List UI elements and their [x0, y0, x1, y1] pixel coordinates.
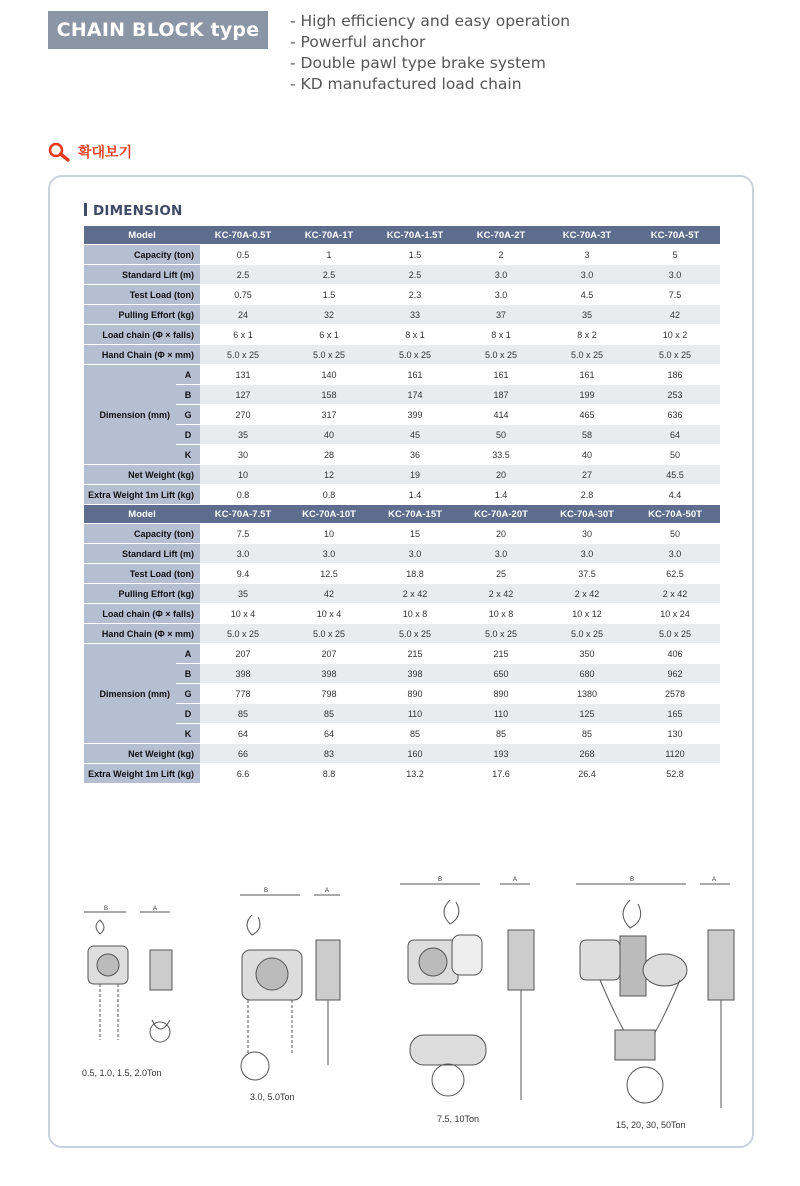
- table-row: [84, 644, 720, 664]
- chain-block-diagrams: [60, 870, 750, 1140]
- zoom-label: 확대보기: [78, 144, 133, 160]
- row-label: Pulling Effort (kg): [84, 305, 200, 325]
- cell-value: 64: [630, 425, 720, 445]
- cell-value: 50: [630, 445, 720, 465]
- cell-value: 37.5: [544, 564, 630, 584]
- cell-value: 2.5: [286, 265, 372, 285]
- cell-value: 26.4: [544, 764, 630, 784]
- type-badge: CHAIN BLOCK type: [48, 11, 268, 49]
- diagram-small: [84, 906, 172, 1042]
- cell-value: 125: [544, 704, 630, 724]
- model-name: KC-70A-1.5T: [372, 226, 458, 245]
- cell-value: 398: [286, 664, 372, 684]
- cell-value: 10 x 8: [458, 604, 544, 624]
- cell-value: 890: [458, 684, 544, 704]
- cell-value: 35: [200, 584, 286, 604]
- cell-value: 58: [544, 425, 630, 445]
- cell-value: 8.8: [286, 764, 372, 784]
- cell-value: 268: [544, 744, 630, 764]
- cell-value: 33: [372, 305, 458, 325]
- figure-caption: 0.5, 1.0, 1.5, 2.0Ton: [82, 1068, 162, 1078]
- diagram-xlarge: [576, 877, 734, 1108]
- cell-value: 187: [458, 385, 544, 405]
- svg-text:A: A: [513, 877, 518, 883]
- dimension-label: Dimension (mm): [84, 365, 176, 465]
- cell-value: 140: [286, 365, 372, 385]
- cell-value: 35: [544, 305, 630, 325]
- cell-value: 85: [544, 724, 630, 744]
- cell-value: 13.2: [372, 764, 458, 784]
- cell-value: 0.75: [200, 285, 286, 305]
- cell-value: 1.5: [286, 285, 372, 305]
- dimension-sub-label: K: [176, 445, 200, 465]
- cell-value: 215: [372, 644, 458, 664]
- table-row: [84, 285, 720, 305]
- cell-value: 5.0 x 25: [544, 345, 630, 365]
- svg-text:B: B: [630, 877, 635, 883]
- cell-value: 350: [544, 644, 630, 664]
- model-name: KC-70A-50T: [630, 505, 720, 524]
- cell-value: 253: [630, 385, 720, 405]
- model-header: Model: [84, 505, 200, 524]
- cell-value: 20: [458, 465, 544, 485]
- dimension-label: Dimension (mm): [84, 644, 176, 744]
- cell-value: 85: [372, 724, 458, 744]
- cell-value: 3.0: [200, 544, 286, 564]
- cell-value: 20: [458, 524, 544, 544]
- table-row: [84, 624, 720, 644]
- table-row: [84, 564, 720, 584]
- figure-caption: 3.0, 5.0Ton: [250, 1092, 295, 1102]
- cell-value: 42: [286, 584, 372, 604]
- cell-value: 2: [458, 245, 544, 265]
- model-name: KC-70A-7.5T: [200, 505, 286, 524]
- dimension-sub-label: G: [176, 684, 200, 704]
- row-label: Load chain (Φ × falls): [84, 604, 200, 624]
- table-row: [84, 445, 720, 465]
- cell-value: 32: [286, 305, 372, 325]
- cell-value: 165: [630, 704, 720, 724]
- cell-value: 5: [630, 245, 720, 265]
- cell-value: 10 x 24: [630, 604, 720, 624]
- cell-value: 0.8: [200, 485, 286, 505]
- row-label: Test Load (ton): [84, 285, 200, 305]
- cell-value: 8 x 2: [544, 325, 630, 345]
- cell-value: 4.4: [630, 485, 720, 505]
- table-row: [84, 465, 720, 485]
- cell-value: 19: [372, 465, 458, 485]
- dimension-sub-label: D: [176, 704, 200, 724]
- cell-value: 161: [544, 365, 630, 385]
- cell-value: 127: [200, 385, 286, 405]
- cell-value: 2578: [630, 684, 720, 704]
- table-row: [84, 764, 720, 784]
- model-name: KC-70A-2T: [458, 226, 544, 245]
- dimension-sub-label: K: [176, 724, 200, 744]
- cell-value: 3.0: [372, 544, 458, 564]
- cell-value: 962: [630, 664, 720, 684]
- cell-value: 8 x 1: [458, 325, 544, 345]
- svg-text:A: A: [153, 906, 158, 912]
- cell-value: 130: [630, 724, 720, 744]
- cell-value: 2 x 42: [544, 584, 630, 604]
- cell-value: 3.0: [544, 265, 630, 285]
- cell-value: 207: [286, 644, 372, 664]
- cell-value: 85: [286, 704, 372, 724]
- cell-value: 5.0 x 25: [458, 345, 544, 365]
- magnifier-icon: [48, 142, 72, 162]
- cell-value: 110: [458, 704, 544, 724]
- dimension-sub-label: D: [176, 425, 200, 445]
- cell-value: 6 x 1: [200, 325, 286, 345]
- cell-value: 160: [372, 744, 458, 764]
- cell-value: 3.0: [458, 265, 544, 285]
- cell-value: 1120: [630, 744, 720, 764]
- dimension-table: [84, 226, 720, 784]
- table-row: [84, 305, 720, 325]
- row-label: Standard Lift (m): [84, 265, 200, 285]
- cell-value: 50: [630, 524, 720, 544]
- dimension-sub-label: B: [176, 664, 200, 684]
- cell-value: 1.4: [458, 485, 544, 505]
- cell-value: 9.4: [200, 564, 286, 584]
- cell-value: 215: [458, 644, 544, 664]
- table-row: [84, 385, 720, 405]
- cell-value: 161: [372, 365, 458, 385]
- cell-value: 778: [200, 684, 286, 704]
- cell-value: 12: [286, 465, 372, 485]
- table-header-row: [84, 505, 720, 524]
- cell-value: 42: [630, 305, 720, 325]
- feature-list: [290, 11, 570, 95]
- cell-value: 2.8: [544, 485, 630, 505]
- cell-value: 398: [200, 664, 286, 684]
- model-name: KC-70A-1T: [286, 226, 372, 245]
- model-name: KC-70A-3T: [544, 226, 630, 245]
- cell-value: 5.0 x 25: [630, 345, 720, 365]
- dimension-sub-label: A: [176, 365, 200, 385]
- cell-value: 85: [200, 704, 286, 724]
- table-row: [84, 684, 720, 704]
- model-name: KC-70A-10T: [286, 505, 372, 524]
- table-row: [84, 325, 720, 345]
- cell-value: 45: [372, 425, 458, 445]
- row-label: Pulling Effort (kg): [84, 584, 200, 604]
- cell-value: 7.5: [630, 285, 720, 305]
- cell-value: 64: [286, 724, 372, 744]
- diagram-large: [400, 877, 534, 1100]
- row-label: Capacity (ton): [84, 524, 200, 544]
- cell-value: 40: [544, 445, 630, 465]
- cell-value: 2 x 42: [458, 584, 544, 604]
- cell-value: 35: [200, 425, 286, 445]
- cell-value: 10: [200, 465, 286, 485]
- cell-value: 33.5: [458, 445, 544, 465]
- cell-value: 10 x 4: [200, 604, 286, 624]
- cell-value: 3.0: [458, 285, 544, 305]
- cell-value: 8 x 1: [372, 325, 458, 345]
- cell-value: 110: [372, 704, 458, 724]
- figures-area: [60, 870, 750, 1140]
- row-label: Extra Weight 1m Lift (kg): [84, 764, 200, 784]
- cell-value: 2.5: [200, 265, 286, 285]
- cell-value: 131: [200, 365, 286, 385]
- cell-value: 0.5: [200, 245, 286, 265]
- table-row: [84, 524, 720, 544]
- cell-value: 1380: [544, 684, 630, 704]
- zoom-link[interactable]: [48, 142, 132, 162]
- cell-value: 5.0 x 25: [286, 624, 372, 644]
- cell-value: 5.0 x 25: [630, 624, 720, 644]
- row-label: Hand Chain (Φ × mm): [84, 624, 200, 644]
- cell-value: 2.5: [372, 265, 458, 285]
- cell-value: 1: [286, 245, 372, 265]
- cell-value: 161: [458, 365, 544, 385]
- cell-value: 5.0 x 25: [372, 345, 458, 365]
- model-header: Model: [84, 226, 200, 245]
- table-row: [84, 405, 720, 425]
- cell-value: 64: [200, 724, 286, 744]
- table-row: [84, 245, 720, 265]
- cell-value: 24: [200, 305, 286, 325]
- cell-value: 18.8: [372, 564, 458, 584]
- cell-value: 5.0 x 25: [200, 345, 286, 365]
- cell-value: 5.0 x 25: [458, 624, 544, 644]
- table-row: [84, 365, 720, 385]
- cell-value: 890: [372, 684, 458, 704]
- cell-value: 10 x 2: [630, 325, 720, 345]
- model-name: KC-70A-20T: [458, 505, 544, 524]
- svg-text:B: B: [438, 877, 443, 883]
- cell-value: 193: [458, 744, 544, 764]
- cell-value: 207: [200, 644, 286, 664]
- cell-value: 7.5: [200, 524, 286, 544]
- cell-value: 1.4: [372, 485, 458, 505]
- cell-value: 270: [200, 405, 286, 425]
- model-name: KC-70A-5T: [630, 226, 720, 245]
- cell-value: 17.6: [458, 764, 544, 784]
- cell-value: 3.0: [458, 544, 544, 564]
- cell-value: 680: [544, 664, 630, 684]
- cell-value: 1.5: [372, 245, 458, 265]
- dimension-title: DIMENSION: [84, 203, 183, 219]
- dimension-sub-label: G: [176, 405, 200, 425]
- cell-value: 636: [630, 405, 720, 425]
- feature-item: - Double pawl type brake system: [290, 53, 570, 74]
- cell-value: 10 x 12: [544, 604, 630, 624]
- cell-value: 25: [458, 564, 544, 584]
- svg-text:A: A: [325, 888, 330, 894]
- table-row: [84, 425, 720, 445]
- feature-item: - High efficiency and easy operation: [290, 11, 570, 32]
- cell-value: 3.0: [630, 544, 720, 564]
- cell-value: 3.0: [630, 265, 720, 285]
- svg-text:A: A: [712, 877, 717, 883]
- table-row: [84, 584, 720, 604]
- figure-caption: 15, 20, 30, 50Ton: [616, 1120, 686, 1130]
- cell-value: 199: [544, 385, 630, 405]
- cell-value: 28: [286, 445, 372, 465]
- cell-value: 30: [200, 445, 286, 465]
- cell-value: 798: [286, 684, 372, 704]
- cell-value: 10 x 4: [286, 604, 372, 624]
- model-name: KC-70A-30T: [544, 505, 630, 524]
- cell-value: 50: [458, 425, 544, 445]
- cell-value: 6.6: [200, 764, 286, 784]
- dimension-sub-label: A: [176, 644, 200, 664]
- feature-item: - Powerful anchor: [290, 32, 570, 53]
- model-name: KC-70A-15T: [372, 505, 458, 524]
- table-row: [84, 485, 720, 505]
- cell-value: 66: [200, 744, 286, 764]
- cell-value: 5.0 x 25: [372, 624, 458, 644]
- cell-value: 5.0 x 25: [544, 624, 630, 644]
- svg-text:B: B: [264, 888, 269, 894]
- cell-value: 0.8: [286, 485, 372, 505]
- cell-value: 30: [544, 524, 630, 544]
- table-header-row: [84, 226, 720, 245]
- table-row: [84, 345, 720, 365]
- table-row: [84, 704, 720, 724]
- table-row: [84, 724, 720, 744]
- cell-value: 158: [286, 385, 372, 405]
- cell-value: 85: [458, 724, 544, 744]
- cell-value: 10: [286, 524, 372, 544]
- cell-value: 2 x 42: [372, 584, 458, 604]
- cell-value: 406: [630, 644, 720, 664]
- row-label: Capacity (ton): [84, 245, 200, 265]
- cell-value: 317: [286, 405, 372, 425]
- cell-value: 2 x 42: [630, 584, 720, 604]
- cell-value: 399: [372, 405, 458, 425]
- cell-value: 36: [372, 445, 458, 465]
- row-label: Net Weight (kg): [84, 465, 200, 485]
- row-label: Hand Chain (Φ × mm): [84, 345, 200, 365]
- cell-value: 174: [372, 385, 458, 405]
- table-row: [84, 604, 720, 624]
- cell-value: 27: [544, 465, 630, 485]
- table-row: [84, 544, 720, 564]
- dimension-sub-label: B: [176, 385, 200, 405]
- cell-value: 3.0: [286, 544, 372, 564]
- cell-value: 4.5: [544, 285, 630, 305]
- figure-caption: 7.5, 10Ton: [437, 1114, 480, 1124]
- cell-value: 10 x 8: [372, 604, 458, 624]
- cell-value: 414: [458, 405, 544, 425]
- cell-value: 398: [372, 664, 458, 684]
- cell-value: 37: [458, 305, 544, 325]
- cell-value: 3.0: [544, 544, 630, 564]
- cell-value: 40: [286, 425, 372, 445]
- table-row: [84, 744, 720, 764]
- cell-value: 12.5: [286, 564, 372, 584]
- feature-item: - KD manufactured load chain: [290, 74, 570, 95]
- cell-value: 186: [630, 365, 720, 385]
- cell-value: 6 x 1: [286, 325, 372, 345]
- table-row: [84, 664, 720, 684]
- cell-value: 650: [458, 664, 544, 684]
- row-label: Extra Weight 1m Lift (kg): [84, 485, 200, 505]
- cell-value: 45.5: [630, 465, 720, 485]
- cell-value: 52.8: [630, 764, 720, 784]
- cell-value: 5.0 x 25: [286, 345, 372, 365]
- model-name: KC-70A-0.5T: [200, 226, 286, 245]
- table-row: [84, 265, 720, 285]
- cell-value: 2.3: [372, 285, 458, 305]
- cell-value: 3: [544, 245, 630, 265]
- cell-value: 15: [372, 524, 458, 544]
- cell-value: 62.5: [630, 564, 720, 584]
- row-label: Load chain (Φ × falls): [84, 325, 200, 345]
- row-label: Standard Lift (m): [84, 544, 200, 564]
- cell-value: 465: [544, 405, 630, 425]
- cell-value: 5.0 x 25: [200, 624, 286, 644]
- cell-value: 83: [286, 744, 372, 764]
- diagram-medium: [240, 888, 340, 1080]
- row-label: Test Load (ton): [84, 564, 200, 584]
- svg-text:B: B: [104, 906, 109, 912]
- row-label: Net Weight (kg): [84, 744, 200, 764]
